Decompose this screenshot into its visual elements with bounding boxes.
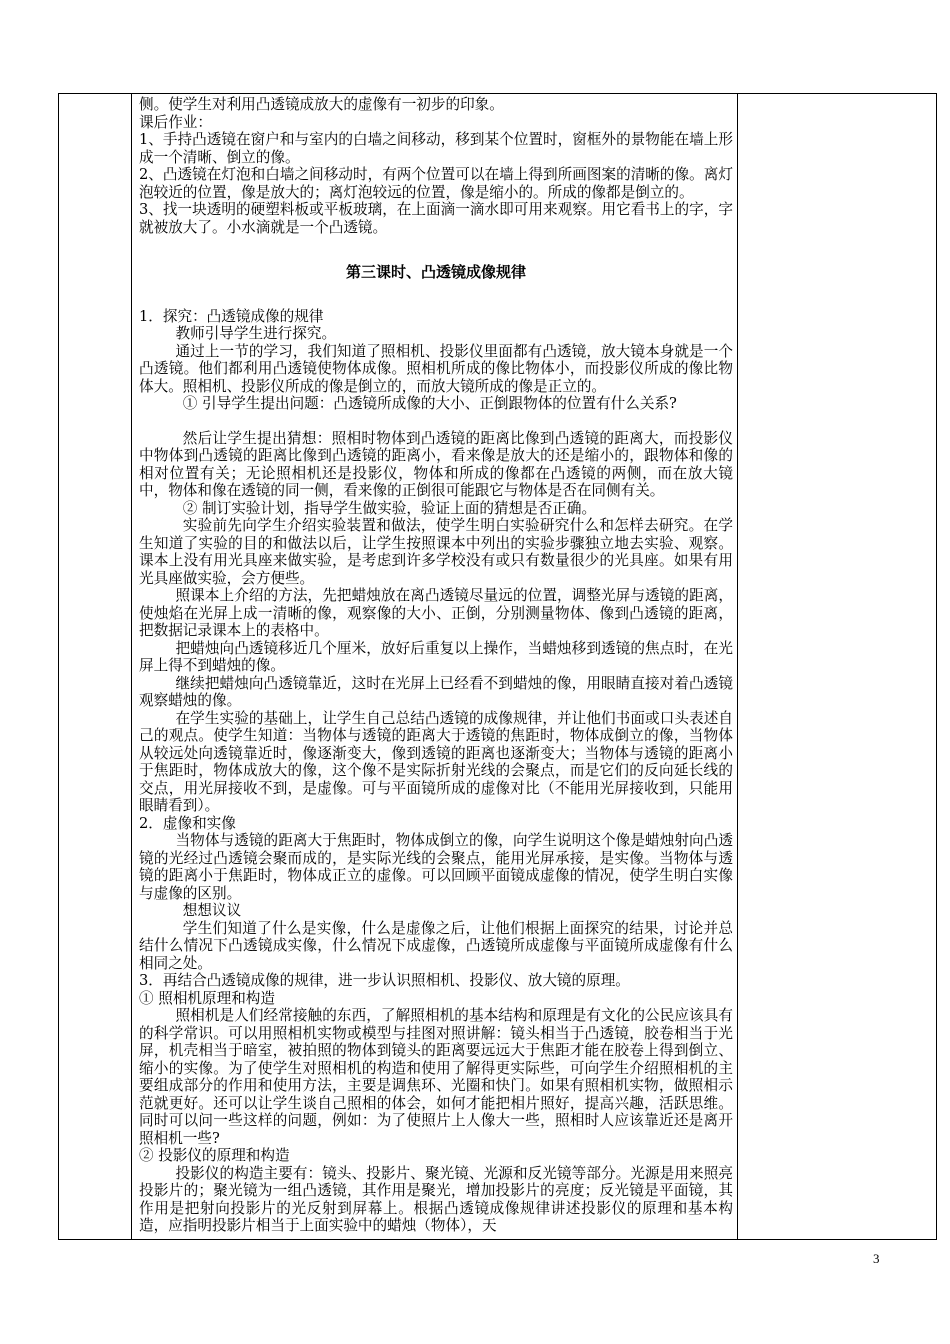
paragraph: 实验前先向学生介绍实验装置和做法，使学生明白实验研究什么和怎样去研究。在学生知道了实验的目的和做法以后，让学生按照课本中列出的实验步骤独立地去实验、观察。课本上没有用光具座来做实验，是考虑到许多学校没有或只有数量很少的光具座。如果有用光具座做实验，会方便些。 (139, 517, 733, 587)
paragraph: 在学生实验的基础上，让学生自己总结凸透镜的成像规律，并让他们书面或口头表述自己的观点。使学生知道：当物体与透镜的距离大于透镜的焦距时，物体成倒立的像，当物体从较远处向透镜靠近时，像逐渐变大，像到透镜的距离也逐渐变大；当物体与透镜的距离小于焦距时，物体成放大的像，这个像不是实际折射光线的会聚点，而是它们的反向延长线的交点，用光屏接收不到，是虚像。可与平面镜所成的虚像对比（不能用光屏接收到，只能用眼睛看到）。 (139, 709, 733, 814)
paragraph: 投影仪的构造主要有：镜头、投影片、聚光镜、光源和反光镜等部分。光源是用来照亮投影片的；聚光镜为一组凸透镜，其作用是聚光，增加投影片的亮度；反光镜是平面镜，其作用是把射向投影片的光反射到屏幕上。根据凸透镜成像规律讲述投影仪的原理和基本构造，应指明投影片相当于上面实验中的蜡烛（物体），天 (139, 1164, 733, 1234)
paragraph: 1．探究：凸透镜成像的规律 (139, 307, 324, 325)
paragraph: 1、手持凸透镜在窗户和与室内的白墙之间移动，移到某个位置时，窗框外的景物能在墙上形成一个清晰、倒立的像。 (139, 131, 733, 166)
paragraph: ① 引导学生提出问题：凸透镜所成像的大小、正倒跟物体的位置有什么关系? (182, 395, 677, 412)
paragraph: 当物体与透镜的距离大于焦距时，物体成倒立的像，向学生说明这个像是蜡烛射向凸透镜的光经过凸透镜会聚而成的，是实际光线的会聚点，能用光屏承接，是实像。当物体与透镜的距离小于焦距时，物体成正立的虚像。可以回顾平面镜成虚像的情况，使学生明白实像与虚像的区别。 (139, 832, 733, 902)
spacer (139, 413, 733, 430)
paragraph: 照相机是人们经常接触的东西，了解照相机的基本结构和原理是有文化的公民应该具有的科学常识。可以用照相机实物或模型与挂图对照讲解：镜头相当于凸透镜，胶卷相当于光屏，机壳相当于暗室，被拍照的物体到镜头的距离要远远大于焦距才能在胶卷上得到倒立、缩小的实像。为了使学生对照相机的构造和使用了解得更实际些，可向学生介绍照相机的主要组成部分的作用和使用方法，主要是调焦环、光圈和快门。如果有照相机实物，做照相示范就更好。还可以让学生谈自己照相的体会，如何才能把相片照好，提高兴趣，活跃思维。同时可以问一些这样的问题，例如：为了使照片上人像大一些，照相时人应该靠近还是离开照相机一些? (139, 1007, 733, 1147)
paragraph: 教师引导学生进行探究。 (175, 325, 337, 342)
paragraph: 2、凸透镜在灯泡和白墙之间移动时，有两个位置可以在墙上得到所画图案的清晰的像。离灯泡较近的位置，像是放大的；离灯泡较远的位置，像是缩小的。所成的像都是倒立的。 (139, 166, 733, 201)
paragraph: 照课本上介绍的方法，先把蜡烛放在离凸透镜尽量远的位置，调整光屏与透镜的距离，使烛焰在光屏上成一清晰的像，观察像的大小、正倒，分别测量物体、像到凸透镜的距离，把数据记录课本上的表格中。 (139, 587, 733, 639)
page-number: 3 (873, 1251, 880, 1266)
paragraph: 把蜡烛向凸透镜移近几个厘米，放好后重复以上操作，当蜡烛移到透镜的焦点时，在光屏上得不到蜡烛的像。 (139, 639, 733, 674)
paragraph: 课后作业： (139, 113, 212, 131)
table-column-divider-right (737, 94, 738, 1239)
paragraph: ② 制订实验计划，指导学生做实验，验证上面的猜想是否正确。 (182, 499, 597, 517)
paragraph: 通过上一节的学习，我们知道了照相机、投影仪里面都有凸透镜，放大镜本身就是一个凸透镜。他们都利用凸透镜使物体成像。照相机所成的像比物体小，而投影仪所成的像比物体大。照相机、投影仪所成的像是倒立的，而放大镜所成的像是正立的。 (139, 342, 733, 395)
lesson-table (58, 93, 937, 1240)
lesson-content (139, 94, 733, 1235)
paragraph: ① 照相机原理和构造 (139, 989, 275, 1007)
paragraph: 想想议议 (182, 902, 242, 919)
paragraph: 3、找一块透明的硬塑料板或平板玻璃，在上面滴一滴水即可用来观察。用它看书上的字，字就被放大了。小水滴就是一个凸透镜。 (139, 201, 733, 236)
paragraph: 侧。使学生对利用凸透镜成放大的虚像有一初步的印象。 (139, 96, 504, 113)
paragraph: ② 投影仪的原理和构造 (139, 1147, 290, 1164)
section-title: 第三课时、凸透镜成像规律 (345, 263, 526, 281)
paragraph: 继续把蜡烛向凸透镜靠近，这时在光屏上已经看不到蜡烛的像，用眼睛直接对着凸透镜观察蜡烛的像。 (139, 674, 733, 709)
paragraph: 学生们知道了什么是实像，什么是虚像之后，让他们根据上面探究的结果，讨论并总结什么情况下凸透镜成实像，什么情况下成虚像，凸透镜所成虚像与平面镜所成虚像有什么相同之处。 (139, 919, 733, 972)
paragraph: 然后让学生提出猜想：照相时物体到凸透镜的距离比像到凸透镜的距离大，而投影仪中物体到凸透镜的距离比像到凸透镜的距离小，看来像是放大的还是缩小的，跟物体和像的相对位置有关；无论照相机还是投影仪，物体和所成的像都在凸透镜的两侧，而在放大镜中，物体和像在透镜的同一侧，看来像的正倒很可能跟它与物体是否在同侧有关。 (139, 429, 733, 499)
paragraph: 3．再结合凸透镜成像的规律，进一步认识照相机、投影仪、放大镜的原理。 (139, 972, 630, 989)
paragraph: 2．虚像和实像 (139, 814, 236, 832)
table-column-divider-left (131, 94, 132, 1239)
